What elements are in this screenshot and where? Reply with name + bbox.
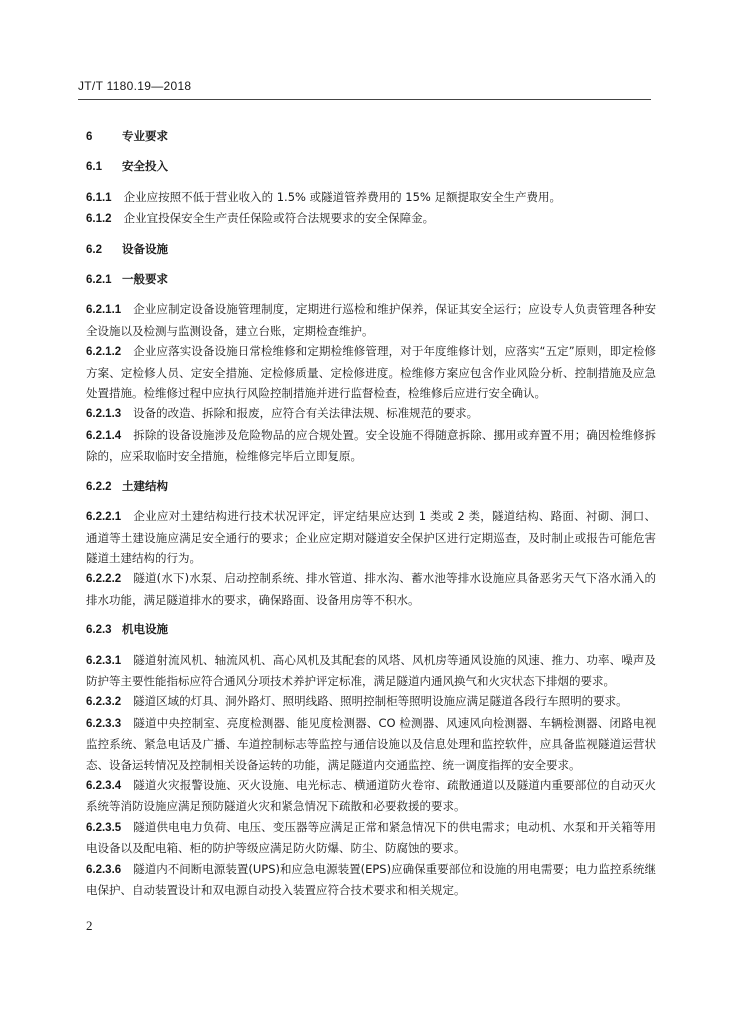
heading-text: 安全投入 [122,159,168,174]
clause-6-2-1-2 [86,341,656,403]
heading-number: 6 [86,131,93,143]
clause-text: 隧道(水下)水泵、启动控制系统、排水管道、排水沟、蓄水池等排水设施应具备恶劣天气下洛水涌入的排水功能，满足隧道排水的要求，确保路面、设备用房等不积水。 [86,571,656,607]
section-heading-6-2-1 [86,269,656,290]
clause-6-2-1-3 [86,403,656,424]
clause-text: 隧道供电电力负荷、电压、变压器等应满足正常和紧急情况下的供电需求；电动机、水泵和开关箱等用电设备以及配电箱、柜的防护等级应满足防火防爆、防尘、防腐蚀的要求。 [86,819,656,856]
heading-text: 设备设施 [122,241,168,256]
clause-text: 企业应落实设备设施日常检维修和定期检维修管理，对于年度维修计划，应落实“五定”原则，即定检修方案、定检修人员、定安全措施、定检修质量、定检修进度。检维修方案应包含作业风险分析、控制措施及应急处置措施。检维修过程中应执行风险控制措施并进行监督检查，检维修后应进行安全确认。 [86,344,656,401]
clause-number: 6.2.1.3 [86,408,122,421]
clause-number: 6.2.3.4 [86,779,122,792]
clause-number: 6.2.1.2 [86,346,122,359]
clause-6-2-1-4 [86,425,656,467]
clause-number: 6.2.1.4 [86,429,122,442]
clause-text: 隧道火灾报警设施、灭火设施、电光标志、横通道防火卷帘、疏散通道以及隧道内重要部位的自动灭火系统等消防设施应满足预防隧道火灾和紧急情况下疏散和必要救援的要求。 [86,777,656,814]
section-heading-6 [86,126,656,147]
section-heading-6-2-2 [86,476,656,497]
clause-number: 6.2.3.2 [86,696,122,709]
clause-number: 6.2.1.1 [86,304,122,317]
clause-6-1-1 [86,187,656,208]
heading-text: 一般要求 [122,272,168,287]
clause-number: 6.1.1 [86,191,112,204]
heading-number: 6.2.1 [86,274,112,287]
header-rule [78,99,651,100]
clause-number: 6.2.2.1 [86,511,122,524]
clause-text: 隧道内不间断电源装置(UPS)和应急电源装置(EPS)应确保重要部位和设施的用电需要；电力监控系统继电保护、自动装置设计和双电源自动投入装置应符合技术要求和相关规定。 [86,861,656,897]
page-number: 2 [86,918,93,933]
clause-text: 企业应制定设备设施管理制度，定期进行巡检和维护保养，保证其安全运行；应设专人负责管理各种安全设施以及检测与监测设备，建立台账，定期检查维护。 [86,302,656,338]
heading-number: 6.2 [86,243,102,256]
clause-text: 拆除的设备设施涉及危险物品的应合规处置。安全设施不得随意拆除、挪用或弃置不用；确因检维修拆除的，应采取临时安全措施，检维修完毕后立即复原。 [86,427,656,464]
heading-number: 6.1 [86,161,102,174]
clause-number: 6.2.3.6 [86,863,122,876]
clause-6-2-3-4 [86,775,656,817]
clause-6-2-3-3 [86,713,656,775]
heading-number: 6.2.2 [86,480,112,493]
clause-number: 6.2.3.3 [86,717,122,730]
document-body [86,126,656,900]
section-heading-6-1 [86,156,656,177]
clause-text: 企业宜投保安全生产责任保险或符合法规要求的安全保障金。 [123,211,435,226]
clause-number: 6.2.2.2 [86,573,122,586]
clause-number: 6.2.3.5 [86,821,122,834]
clause-text: 隧道区域的灯具、洞外路灯、照明线路、照明控制柜等照明设施应满足隧道各段行车照明的要求。 [133,694,628,709]
clause-6-2-2-2 [86,568,656,610]
clause-text: 企业应按照不低于营业收入的 1.5% 或隧道管养费用的 15% 足额提取安全生产费用。 [123,189,561,204]
clause-6-2-3-2 [86,691,656,712]
clause-6-1-2 [86,208,656,229]
section-heading-6-2-3 [86,619,656,640]
heading-text: 土建结构 [122,478,168,493]
clause-6-2-3-6 [86,859,656,901]
clause-text: 设备的改造、拆除和报废，应符合有关法律法规、标准规范的要求。 [133,406,479,421]
heading-number: 6.2.3 [86,624,112,637]
heading-text: 专业要求 [122,129,168,143]
clause-6-2-3-1 [86,650,656,692]
clause-number: 6.1.2 [86,213,112,226]
clause-number: 6.2.3.1 [86,654,122,667]
clause-6-2-3-5 [86,817,656,859]
clause-text: 隧道射流风机、轴流风机、高心风机及其配套的风塔、风机房等通风设施的风速、推力、功率、噪声及防护等主要性能指标应符合通风分项技术养护评定标准，满足隧道内通风换气和火灾状态下排烟的要求。 [86,652,656,688]
clause-6-2-2-1 [86,506,656,568]
clause-text: 隧道中央控制室、亮度检测器、能见度检测器、CO 检测器、风速风向检测器、车辆检测器、闭路电视监控系统、紧急电话及广播、车道控制标志等监控与通信设施以及信息处理和监控软件，应具备监视隧道运营状态、设备运转情况及控制相关设备运转的功能，满足隧道内交通监控、统一调度指挥的安全要求。 [86,715,656,772]
heading-text: 机电设施 [122,622,168,637]
section-heading-6-2 [86,239,656,260]
clause-text: 企业应对土建结构进行技术状况评定，评定结果应达到 1 类或 2 类，隧道结构、路面、衬砌、洞口、通道等土建设施应满足安全通行的要求；企业应定期对隧道安全保护区进行定期巡查，及时制止或报告可能危害隧道土建结构的行为。 [86,509,656,565]
clause-6-2-1-1 [86,299,656,341]
standard-code: JT/T 1180.19—2018 [78,79,192,93]
